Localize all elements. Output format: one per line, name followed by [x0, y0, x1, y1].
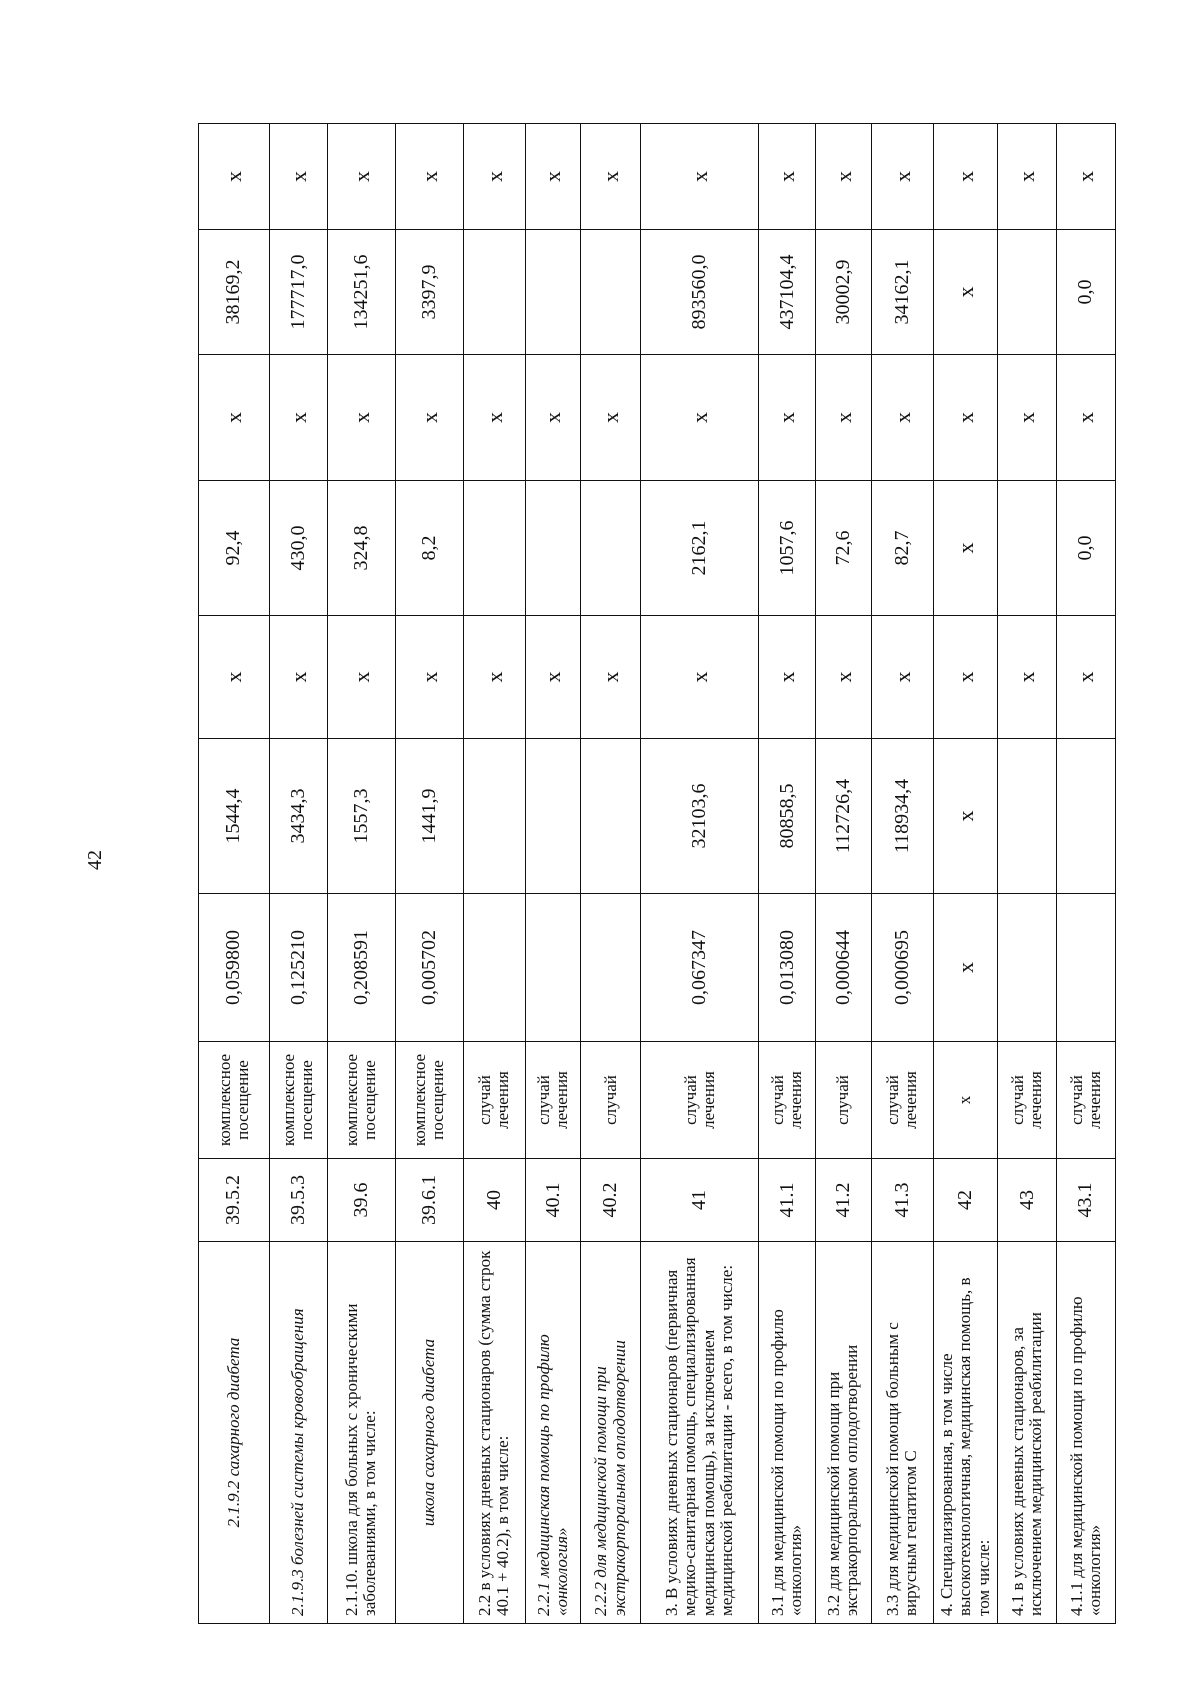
row-col-7	[463, 481, 525, 616]
row-unit: случай лечения	[871, 1042, 933, 1159]
row-name: 3.1 для медицинской помощи по профилю «онкология»	[759, 1242, 816, 1624]
row-col-9: х	[933, 230, 997, 355]
row-unit: комплексное посещение	[199, 1042, 270, 1159]
row-code: 43.1	[1056, 1159, 1115, 1242]
row-col-6: х	[327, 616, 396, 739]
row-col-7: 72,6	[815, 481, 871, 616]
row-col-7: 1057,6	[759, 481, 816, 616]
row-code: 42	[933, 1159, 997, 1242]
table-row	[269, 124, 327, 1624]
row-col-7: х	[933, 481, 997, 616]
row-col-9	[525, 230, 581, 355]
row-col-7: 92,4	[199, 481, 270, 616]
table-row	[871, 124, 933, 1624]
row-unit: случай лечения	[759, 1042, 816, 1159]
row-col-9: 3397,9	[396, 230, 463, 355]
row-cost	[1056, 739, 1115, 894]
row-col-8: х	[463, 355, 525, 481]
row-col-6: х	[871, 616, 933, 739]
row-col-8: х	[998, 355, 1057, 481]
row-col-8: х	[396, 355, 463, 481]
page-number: 42	[84, 850, 106, 870]
row-col-10: х	[396, 124, 463, 230]
row-col-9: 437104,4	[759, 230, 816, 355]
row-col-9: 134251,6	[327, 230, 396, 355]
row-col-8: х	[759, 355, 816, 481]
row-col-9: 893560,0	[641, 230, 759, 355]
row-col-9: 38169,2	[199, 230, 270, 355]
table-row	[327, 124, 396, 1624]
row-col-9	[998, 230, 1057, 355]
table-row	[759, 124, 816, 1624]
row-col-7	[525, 481, 581, 616]
row-name: 3.2 для медицинской помощи при экстракорпоральном оплодотворении	[815, 1242, 871, 1624]
row-col-9	[463, 230, 525, 355]
table-row	[525, 124, 581, 1624]
row-volume: 0,000695	[871, 894, 933, 1042]
row-col-6: х	[1056, 616, 1115, 739]
row-code: 40.1	[525, 1159, 581, 1242]
table-row	[199, 124, 270, 1624]
rotated-table-container	[198, 124, 1116, 1624]
row-col-9	[581, 230, 641, 355]
row-code: 41	[641, 1159, 759, 1242]
row-col-8: х	[933, 355, 997, 481]
row-cost	[463, 739, 525, 894]
table-row	[815, 124, 871, 1624]
row-unit: случай лечения	[463, 1042, 525, 1159]
row-volume	[525, 894, 581, 1042]
row-unit: случай лечения	[1056, 1042, 1115, 1159]
row-col-10: х	[199, 124, 270, 230]
row-volume	[1056, 894, 1115, 1042]
row-col-10: х	[327, 124, 396, 230]
row-volume: 0,067347	[641, 894, 759, 1042]
row-col-6: х	[269, 616, 327, 739]
row-cost: 80858,5	[759, 739, 816, 894]
row-col-9: 0,0	[1056, 230, 1115, 355]
row-code: 41.1	[759, 1159, 816, 1242]
row-name: 4.1 в условиях дневных стационаров, за исключением медицинской реабилитации	[998, 1242, 1057, 1624]
row-col-6: х	[998, 616, 1057, 739]
row-cost	[525, 739, 581, 894]
row-cost	[581, 739, 641, 894]
table-row	[581, 124, 641, 1624]
row-unit: комплексное посещение	[327, 1042, 396, 1159]
row-unit: случай	[815, 1042, 871, 1159]
row-name: 2.1.9.2 сахарного диабета	[199, 1242, 270, 1624]
row-volume: 0,013080	[759, 894, 816, 1042]
row-code: 40.2	[581, 1159, 641, 1242]
row-col-7: 324,8	[327, 481, 396, 616]
row-col-6: х	[396, 616, 463, 739]
row-code: 43	[998, 1159, 1057, 1242]
row-col-6: х	[199, 616, 270, 739]
row-cost	[998, 739, 1057, 894]
row-name: школа сахарного диабета	[396, 1242, 463, 1624]
row-col-7	[581, 481, 641, 616]
row-col-6: х	[463, 616, 525, 739]
row-col-9: 30002,9	[815, 230, 871, 355]
row-cost: 32103,6	[641, 739, 759, 894]
table-row	[933, 124, 997, 1624]
row-code: 40	[463, 1159, 525, 1242]
row-cost: 1544,4	[199, 739, 270, 894]
row-col-8: х	[199, 355, 270, 481]
row-cost: 3434,3	[269, 739, 327, 894]
row-cost: 112726,4	[815, 739, 871, 894]
row-unit: случай лечения	[525, 1042, 581, 1159]
row-col-8: х	[581, 355, 641, 481]
row-col-9: 177717,0	[269, 230, 327, 355]
row-name: 2.2.2 для медицинской помощи при экстракорпоральном оплодотворении	[581, 1242, 641, 1624]
row-code: 41.2	[815, 1159, 871, 1242]
row-unit: комплексное посещение	[269, 1042, 327, 1159]
row-name: 2.2.1 медицинская помощь по профилю «онкология»	[525, 1242, 581, 1624]
table-row	[463, 124, 525, 1624]
row-name: 2.1.9.3 болезней системы кровообращения	[269, 1242, 327, 1624]
row-col-7: 82,7	[871, 481, 933, 616]
row-col-10: х	[581, 124, 641, 230]
row-col-8: х	[327, 355, 396, 481]
row-cost: 1441,9	[396, 739, 463, 894]
row-col-6: х	[759, 616, 816, 739]
row-col-6: х	[933, 616, 997, 739]
row-col-7: 8,2	[396, 481, 463, 616]
row-name: 3. В условиях дневных стационаров (первичная медико-санитарная помощь, специализированная медицинская помощь), за исключением медицинской реабилитации - всего, в том числе:	[641, 1242, 759, 1624]
row-col-6: х	[525, 616, 581, 739]
row-cost: х	[933, 739, 997, 894]
row-code: 41.3	[871, 1159, 933, 1242]
row-col-10: х	[641, 124, 759, 230]
row-col-10: х	[269, 124, 327, 230]
row-volume: 0,208591	[327, 894, 396, 1042]
row-col-10: х	[759, 124, 816, 230]
table-row	[641, 124, 759, 1624]
row-name: 3.3 для медицинской помощи больным с вирусным гепатитом С	[871, 1242, 933, 1624]
row-name: 2.1.10. школа для больных с хроническими заболеваниями, в том числе:	[327, 1242, 396, 1624]
row-col-7: 2162,1	[641, 481, 759, 616]
row-col-10: х	[525, 124, 581, 230]
table-row	[396, 124, 463, 1624]
row-col-10: х	[463, 124, 525, 230]
row-col-8: х	[269, 355, 327, 481]
row-unit: случай	[581, 1042, 641, 1159]
row-unit: комплексное посещение	[396, 1042, 463, 1159]
row-unit: случай лечения	[641, 1042, 759, 1159]
row-volume: 0,000644	[815, 894, 871, 1042]
row-volume	[463, 894, 525, 1042]
row-col-8: х	[871, 355, 933, 481]
row-col-10: х	[815, 124, 871, 230]
row-cost: 1557,3	[327, 739, 396, 894]
row-col-8: х	[1056, 355, 1115, 481]
row-col-6: х	[641, 616, 759, 739]
row-volume: 0,125210	[269, 894, 327, 1042]
row-code: 39.6.1	[396, 1159, 463, 1242]
table-row	[1056, 124, 1115, 1624]
row-volume: 0,005702	[396, 894, 463, 1042]
row-col-6: х	[815, 616, 871, 739]
row-unit: х	[933, 1042, 997, 1159]
row-volume: 0,059800	[199, 894, 270, 1042]
row-col-10: х	[871, 124, 933, 230]
row-col-8: х	[815, 355, 871, 481]
row-col-7	[998, 481, 1057, 616]
row-col-10: х	[1056, 124, 1115, 230]
row-col-8: х	[641, 355, 759, 481]
row-col-7: 430,0	[269, 481, 327, 616]
row-name: 2.2 в условиях дневных стационаров (сумма строк 40.1 + 40.2), в том числе:	[463, 1242, 525, 1624]
row-col-9: 34162,1	[871, 230, 933, 355]
row-col-10: х	[933, 124, 997, 230]
row-volume	[581, 894, 641, 1042]
row-unit: случай лечения	[998, 1042, 1057, 1159]
row-code: 39.6	[327, 1159, 396, 1242]
row-col-10: х	[998, 124, 1057, 230]
row-code: 39.5.2	[199, 1159, 270, 1242]
row-name: 4. Специализированная, в том числе высокотехнологичная, медицинская помощь, в том числе:	[933, 1242, 997, 1624]
data-table	[198, 123, 1116, 1624]
row-col-6: х	[581, 616, 641, 739]
row-col-7: 0,0	[1056, 481, 1115, 616]
row-cost: 118934,4	[871, 739, 933, 894]
row-volume	[998, 894, 1057, 1042]
row-col-8: х	[525, 355, 581, 481]
table-row	[998, 124, 1057, 1624]
row-code: 39.5.3	[269, 1159, 327, 1242]
row-name: 4.1.1 для медицинской помощи по профилю «онкология»	[1056, 1242, 1115, 1624]
row-volume: х	[933, 894, 997, 1042]
